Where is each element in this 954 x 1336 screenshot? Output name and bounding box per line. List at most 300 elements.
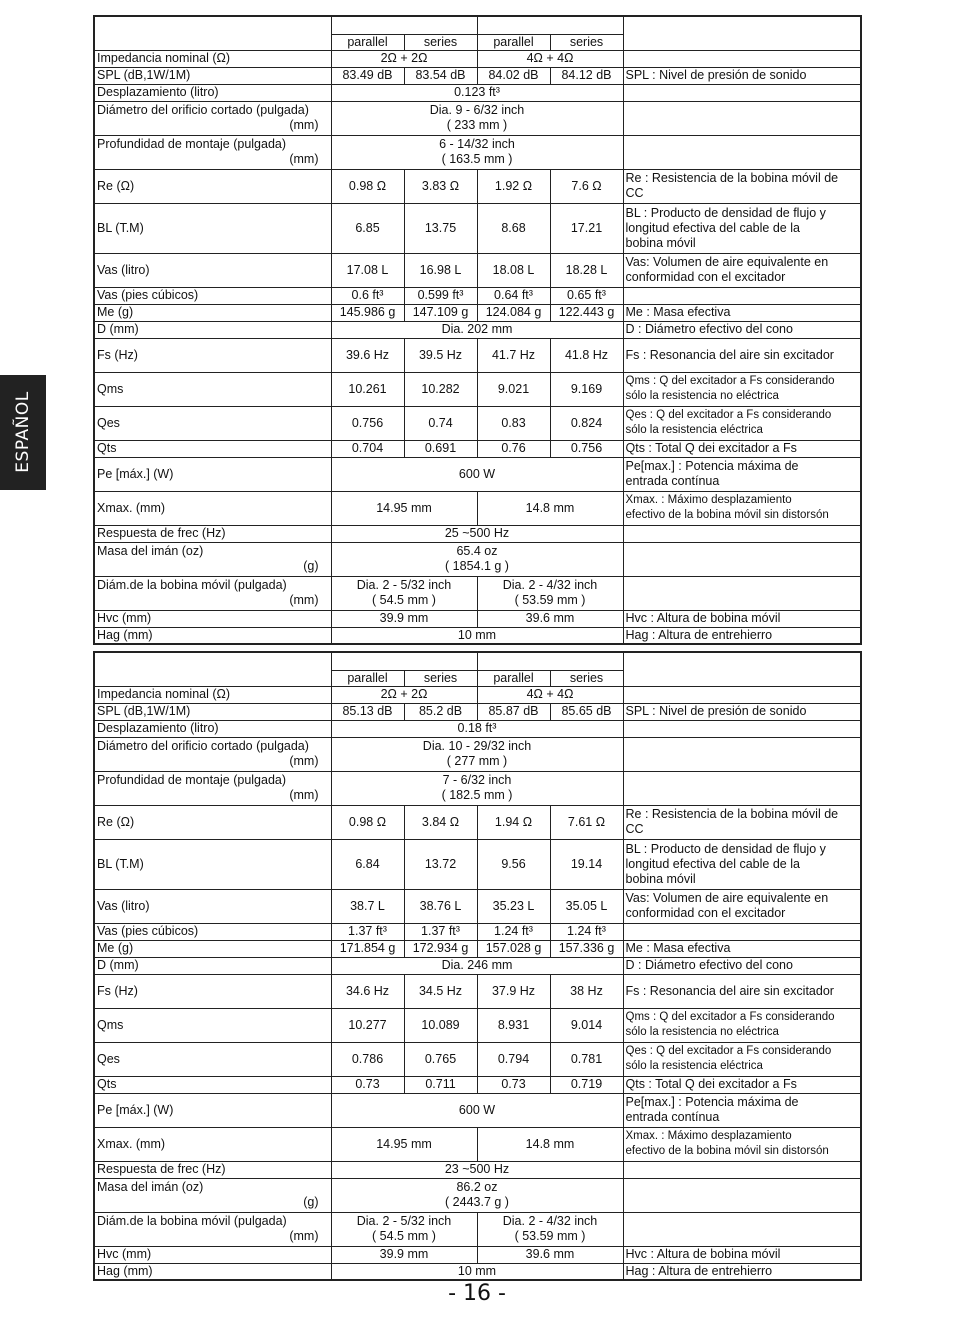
spec-value: 84.02 dB	[477, 67, 550, 84]
spec-value-line: 14.95 mm	[376, 500, 432, 515]
spec-label-line: (g)	[303, 559, 319, 573]
spec-value: 3.83 Ω	[404, 169, 477, 203]
spec-label-line: BL (T.M)	[97, 856, 144, 871]
spec-row	[94, 406, 861, 440]
spec-label-line: Qts	[97, 1077, 117, 1091]
header-mode-2: parallel	[477, 670, 550, 686]
spec-value-line: 6 - 14/32 inch	[439, 137, 515, 151]
spec-description-line: Qes : Q del excitador a Fs considerando	[625, 409, 832, 421]
spec-description-line: BL : Producto de densidad de flujo y	[625, 205, 826, 220]
spec-value: 0.786	[331, 1042, 404, 1076]
spec-value: 16.98 L	[404, 253, 477, 287]
spec-value: 0.73	[477, 1076, 550, 1093]
spec-value: 8.931	[477, 1008, 550, 1042]
spec-value: 1.24 ft³	[550, 923, 623, 940]
spec-description-line: longitud efectiva del cable de la	[625, 220, 800, 235]
spec-label-line: Qes	[97, 1051, 120, 1066]
spec-description	[623, 1212, 861, 1246]
spec-description-line: Pe[max.] : Potencia máxima de	[625, 1095, 799, 1109]
spec-description-line: Qms : Q del excitador a Fs considerando	[625, 375, 835, 387]
spec-label	[94, 805, 331, 839]
spec-value: 41.7 Hz	[477, 338, 550, 372]
spec-row	[94, 1178, 861, 1212]
spec-value	[331, 525, 623, 542]
spec-label	[94, 321, 331, 338]
spec-value	[331, 737, 623, 771]
spec-row	[94, 440, 861, 457]
spec-description	[623, 372, 861, 406]
spec-value-line: Dia. 202 mm	[441, 322, 513, 336]
spec-label	[94, 406, 331, 440]
spec-label-line: D (mm)	[97, 322, 139, 336]
spec-description-line: D : Diámetro efectivo del cono	[625, 958, 793, 972]
spec-value: 0.719	[550, 1076, 623, 1093]
spec-description	[623, 203, 861, 253]
spec-value	[331, 1246, 477, 1263]
spec-value: 39.5 Hz	[404, 338, 477, 372]
spec-description	[623, 1263, 861, 1280]
spec-value-line: 23 ~500 Hz	[444, 1162, 510, 1176]
header-mode-0: parallel	[331, 34, 404, 50]
spec-label	[94, 974, 331, 1008]
spec-value	[331, 771, 623, 805]
spec-table-1	[93, 15, 862, 645]
spec-value	[477, 576, 623, 610]
spec-label-line: Impedancia nominal (Ω)	[97, 687, 231, 701]
spec-value: 37.9 Hz	[477, 974, 550, 1008]
spec-value: 0.824	[550, 406, 623, 440]
spec-value	[331, 84, 623, 101]
spec-value	[331, 1263, 623, 1280]
spec-value: 34.6 Hz	[331, 974, 404, 1008]
spec-value	[331, 1093, 623, 1127]
spec-value: 7.61 Ω	[550, 805, 623, 839]
spec-description	[623, 720, 861, 737]
spec-value	[477, 491, 623, 525]
spec-label-line: Desplazamiento (litro)	[97, 85, 219, 99]
spec-label	[94, 610, 331, 627]
spec-row	[94, 67, 861, 84]
spec-label	[94, 338, 331, 372]
spec-description-line: Qes : Q del excitador a Fs considerando	[625, 1045, 832, 1057]
spec-value: 10.261	[331, 372, 404, 406]
spec-label	[94, 1161, 331, 1178]
spec-description	[623, 610, 861, 627]
spec-value: 0.73	[331, 1076, 404, 1093]
spec-value: 9.56	[477, 839, 550, 889]
spec-label-line: Profundidad de montaje (pulgada)	[97, 137, 287, 151]
spec-value: 35.23 L	[477, 889, 550, 923]
spec-description-line: Qts : Total Q dei excitador a Fs	[625, 1077, 797, 1091]
spec-value: 0.756	[331, 406, 404, 440]
spec-row	[94, 525, 861, 542]
spec-value: 85.65 dB	[550, 703, 623, 720]
spec-description	[623, 525, 861, 542]
spec-value-line: 39.9 mm	[379, 611, 429, 625]
spec-value-line: 14.8 mm	[525, 1136, 575, 1151]
spec-label-line: SPL (dB,1W/1M)	[97, 68, 191, 82]
spec-label	[94, 889, 331, 923]
spec-description-line: Qts : Total Q dei excitador a Fs	[625, 441, 797, 455]
spec-label-line: Pe [máx.] (W)	[97, 466, 174, 481]
spec-description	[623, 1127, 861, 1161]
spec-value-line: 4Ω + 4Ω	[526, 51, 574, 65]
spec-row	[94, 1127, 861, 1161]
spec-value-line: 65.4 oz	[456, 544, 498, 558]
spec-row	[94, 1008, 861, 1042]
spec-description	[623, 1178, 861, 1212]
spec-label	[94, 203, 331, 253]
spec-description-line: efectivo de la bobina móvil sin distorsón	[625, 509, 829, 521]
spec-row	[94, 839, 861, 889]
spec-value	[331, 542, 623, 576]
spec-row	[94, 610, 861, 627]
spec-value-line: 2Ω + 2Ω	[380, 687, 428, 701]
page-number: - 16 -	[448, 1281, 506, 1306]
spec-row	[94, 321, 861, 338]
spec-label	[94, 940, 331, 957]
spec-value: 6.84	[331, 839, 404, 889]
spec-description-line: entrada contínua	[625, 474, 720, 488]
spec-description	[623, 771, 861, 805]
spec-row	[94, 542, 861, 576]
spec-value-line: ( 54.5 mm )	[372, 593, 436, 607]
spec-description	[623, 253, 861, 287]
spec-label	[94, 1042, 331, 1076]
spec-description	[623, 940, 861, 957]
spec-value: 0.98 Ω	[331, 169, 404, 203]
spec-description	[623, 1093, 861, 1127]
spec-label-line: Hag (mm)	[97, 1263, 153, 1278]
spec-value: 6.85	[331, 203, 404, 253]
spec-value	[331, 1178, 623, 1212]
spec-label-line: Qms	[97, 1017, 124, 1032]
spec-description	[623, 50, 861, 67]
spec-label	[94, 957, 331, 974]
spec-value: 13.72	[404, 839, 477, 889]
spec-description-line: entrada contínua	[625, 1110, 720, 1124]
header-blank	[623, 652, 861, 686]
spec-value: 18.28 L	[550, 253, 623, 287]
spec-label-line: Respuesta de frec (Hz)	[97, 1162, 226, 1176]
spec-value-line: 39.9 mm	[379, 1247, 429, 1261]
spec-description	[623, 84, 861, 101]
spec-description	[623, 1246, 861, 1263]
spec-row	[94, 703, 861, 720]
spec-value: 83.54 dB	[404, 67, 477, 84]
spec-value-line: Dia. 10 - 29/32 inch	[422, 739, 532, 753]
header-model-a	[331, 16, 477, 34]
spec-label-line: Vas (litro)	[97, 898, 150, 913]
spec-value: 0.794	[477, 1042, 550, 1076]
spec-row	[94, 304, 861, 321]
spec-value-line: Dia. 9 - 6/32 inch	[429, 103, 525, 117]
spec-value	[331, 321, 623, 338]
spec-label-line: (mm)	[289, 754, 319, 768]
spec-description	[623, 703, 861, 720]
spec-value: 38.7 L	[331, 889, 404, 923]
spec-label-line: Profundidad de montaje (pulgada)	[97, 773, 287, 787]
spec-label-line: Respuesta de frec (Hz)	[97, 526, 226, 540]
spec-value: 9.021	[477, 372, 550, 406]
spec-label	[94, 1127, 331, 1161]
spec-description-line: conformidad con el excitador	[625, 906, 786, 920]
header-mode-2: parallel	[477, 34, 550, 50]
spec-description-line: bobina móvil	[625, 235, 696, 250]
spec-description	[623, 1008, 861, 1042]
spec-row	[94, 253, 861, 287]
spec-label-line: (mm)	[289, 118, 319, 132]
spec-label	[94, 525, 331, 542]
spec-value: 157.336 g	[550, 940, 623, 957]
spec-row	[94, 805, 861, 839]
spec-value: 38 Hz	[550, 974, 623, 1008]
spec-label-line: Impedancia nominal (Ω)	[97, 51, 231, 65]
spec-description-line: Re : Resistencia de la bobina móvil de	[625, 171, 839, 185]
spec-value	[477, 686, 623, 703]
spec-value-line: Dia. 2 - 5/32 inch	[356, 578, 452, 592]
spec-value: 1.37 ft³	[404, 923, 477, 940]
spec-description-line: Xmax. : Máximo desplazamiento	[625, 494, 792, 506]
spec-description	[623, 576, 861, 610]
spec-description-line: Hvc : Altura de bobina móvil	[625, 1247, 781, 1261]
spec-row	[94, 1042, 861, 1076]
spec-label-line: Pe [máx.] (W)	[97, 1102, 174, 1117]
spec-value: 83.49 dB	[331, 67, 404, 84]
spec-row	[94, 686, 861, 703]
spec-row	[94, 940, 861, 957]
spec-value	[331, 576, 477, 610]
spec-label-line: Diám.de la bobina móvil (pulgada)	[97, 1214, 287, 1228]
header-mode-1: series	[404, 670, 477, 686]
spec-label	[94, 1076, 331, 1093]
header-model-b	[477, 16, 623, 34]
spec-row	[94, 491, 861, 525]
spec-label-line: Xmax. (mm)	[97, 1136, 166, 1151]
spec-label-line: Masa del imán (oz)	[97, 544, 204, 558]
spec-label-line: SPL (dB,1W/1M)	[97, 704, 191, 718]
spec-row	[94, 1263, 861, 1280]
spec-value: 84.12 dB	[550, 67, 623, 84]
spec-value-line: Dia. 246 mm	[441, 958, 513, 972]
spec-value: 0.756	[550, 440, 623, 457]
spec-value: 85.87 dB	[477, 703, 550, 720]
spec-value: 122.443 g	[550, 304, 623, 321]
header-model-b	[477, 652, 623, 670]
spec-value	[331, 957, 623, 974]
spec-label-line: Qms	[97, 381, 124, 396]
spec-label-line: Qes	[97, 415, 120, 430]
spec-label	[94, 1212, 331, 1246]
spec-value	[331, 610, 477, 627]
spec-label-line: D (mm)	[97, 958, 139, 972]
spec-description	[623, 440, 861, 457]
spec-description-line: CC	[625, 822, 644, 836]
spec-label	[94, 923, 331, 940]
spec-value-line: 7 - 6/32 inch	[442, 773, 512, 787]
spec-value-line: ( 1854.1 g )	[445, 559, 509, 573]
header-mode-1: series	[404, 34, 477, 50]
spec-label-line: Hvc (mm)	[97, 611, 152, 625]
spec-value-line: 4Ω + 4Ω	[526, 687, 574, 701]
spec-value: 0.6 ft³	[331, 287, 404, 304]
spec-label	[94, 169, 331, 203]
spec-value-line: ( 182.5 mm )	[441, 788, 513, 802]
spec-description	[623, 889, 861, 923]
spec-label	[94, 67, 331, 84]
spec-description-line: sólo la resistencia no eléctrica	[625, 1026, 779, 1038]
spec-value-line: ( 53.59 mm )	[514, 1229, 586, 1243]
spec-value-line: ( 277 mm )	[446, 754, 508, 768]
spec-label	[94, 627, 331, 644]
spec-value-line: ( 53.59 mm )	[514, 593, 586, 607]
spec-description	[623, 957, 861, 974]
spec-description	[623, 491, 861, 525]
spec-value-line: 25 ~500 Hz	[444, 526, 510, 540]
header-model-a	[331, 652, 477, 670]
spec-label-line: Diám.de la bobina móvil (pulgada)	[97, 578, 287, 592]
spec-value: 9.014	[550, 1008, 623, 1042]
spec-value: 35.05 L	[550, 889, 623, 923]
spec-value	[331, 101, 623, 135]
spec-label	[94, 1178, 331, 1212]
spec-label-line: Re (Ω)	[97, 814, 135, 829]
spec-row	[94, 1246, 861, 1263]
spec-description-line: BL : Producto de densidad de flujo y	[625, 841, 826, 856]
spec-label-line: Qts	[97, 441, 117, 455]
spec-value	[331, 720, 623, 737]
spec-description-line: Xmax. : Máximo desplazamiento	[625, 1130, 792, 1142]
spec-label	[94, 1263, 331, 1280]
spec-description-line: bobina móvil	[625, 871, 696, 886]
spec-label	[94, 1093, 331, 1127]
spec-label-line: Vas (litro)	[97, 262, 150, 277]
spec-value	[331, 686, 477, 703]
spec-label	[94, 686, 331, 703]
spec-value: 0.781	[550, 1042, 623, 1076]
spec-label	[94, 1246, 331, 1263]
spec-value: 1.37 ft³	[331, 923, 404, 940]
header-blank	[623, 16, 861, 50]
spec-description-line: sólo la resistencia eléctrica	[625, 424, 763, 436]
spec-value	[331, 627, 623, 644]
spec-label-line: Fs (Hz)	[97, 983, 138, 998]
spec-value-line: 0.18 ft³	[457, 721, 497, 735]
spec-label	[94, 1008, 331, 1042]
spec-value: 10.089	[404, 1008, 477, 1042]
spec-row	[94, 84, 861, 101]
spec-label	[94, 101, 331, 135]
spec-value: 1.24 ft³	[477, 923, 550, 940]
spec-label-line: Hvc (mm)	[97, 1247, 152, 1261]
spec-label-line: Vas (pies cúbicos)	[97, 288, 199, 302]
spec-row	[94, 1161, 861, 1178]
spec-value: 171.854 g	[331, 940, 404, 957]
spec-value: 124.084 g	[477, 304, 550, 321]
spec-value: 38.76 L	[404, 889, 477, 923]
spec-label	[94, 84, 331, 101]
spec-description	[623, 627, 861, 644]
spec-value: 0.691	[404, 440, 477, 457]
spec-label-line: (mm)	[289, 788, 319, 802]
spec-description-line: Hag : Altura de entrehierro	[625, 627, 773, 642]
spec-label-line: Xmax. (mm)	[97, 500, 166, 515]
spec-description-line: Re : Resistencia de la bobina móvil de	[625, 807, 839, 821]
spec-description	[623, 101, 861, 135]
spec-description-line: Fs : Resonancia del aire sin excitador	[625, 983, 834, 998]
spec-label	[94, 440, 331, 457]
spec-value-line: ( 163.5 mm )	[441, 152, 513, 166]
spec-description-line: conformidad con el excitador	[625, 270, 786, 284]
spec-value-line: 86.2 oz	[456, 1180, 498, 1194]
spec-value	[331, 135, 623, 169]
spec-value: 0.98 Ω	[331, 805, 404, 839]
spec-label-line: Me (g)	[97, 305, 134, 319]
spec-label-line: Diámetro del orificio cortado (pulgada)	[97, 103, 309, 117]
spec-label-line: Me (g)	[97, 941, 134, 955]
spec-description-line: Hag : Altura de entrehierro	[625, 1263, 773, 1278]
spec-label-line: Fs (Hz)	[97, 347, 138, 362]
spec-value-line: 0.123 ft³	[454, 85, 500, 99]
spec-label-line: Diámetro del orificio cortado (pulgada)	[97, 739, 309, 753]
spec-description-line: sólo la resistencia eléctrica	[625, 1060, 763, 1072]
language-tab-label: ESPAÑOL	[13, 391, 33, 473]
spec-label	[94, 135, 331, 169]
spec-label	[94, 491, 331, 525]
spec-label	[94, 457, 331, 491]
spec-row	[94, 957, 861, 974]
spec-value-line: 2Ω + 2Ω	[380, 51, 428, 65]
spec-description-line: Pe[max.] : Potencia máxima de	[625, 459, 799, 473]
spec-description	[623, 923, 861, 940]
spec-label	[94, 50, 331, 67]
spec-description-line: Fs : Resonancia del aire sin excitador	[625, 347, 834, 362]
spec-value: 1.92 Ω	[477, 169, 550, 203]
spec-description	[623, 406, 861, 440]
spec-description-line: SPL : Nivel de presión de sonido	[625, 704, 807, 718]
spec-value: 85.13 dB	[331, 703, 404, 720]
spec-description-line: SPL : Nivel de presión de sonido	[625, 68, 807, 82]
spec-value: 18.08 L	[477, 253, 550, 287]
spec-value: 8.68	[477, 203, 550, 253]
spec-row	[94, 50, 861, 67]
spec-row	[94, 101, 861, 135]
spec-description	[623, 304, 861, 321]
spec-description	[623, 321, 861, 338]
spec-description-line: longitud efectiva del cable de la	[625, 856, 800, 871]
spec-description-line: efectivo de la bobina móvil sin distorsón	[625, 1145, 829, 1157]
spec-description	[623, 839, 861, 889]
spec-table-2	[93, 651, 862, 1281]
spec-label-line: Desplazamiento (litro)	[97, 721, 219, 735]
spec-description-line: Hvc : Altura de bobina móvil	[625, 611, 781, 625]
spec-value-line: Dia. 2 - 4/32 inch	[502, 578, 598, 592]
spec-row	[94, 889, 861, 923]
spec-value-line: ( 2443.7 g )	[445, 1195, 509, 1209]
spec-label	[94, 703, 331, 720]
spec-row	[94, 135, 861, 169]
spec-value	[331, 491, 477, 525]
spec-description-line: Vas: Volumen de aire equivalente en	[625, 891, 829, 905]
spec-value-line: 14.8 mm	[525, 500, 575, 515]
spec-value: 17.08 L	[331, 253, 404, 287]
spec-description-line: Me : Masa efectiva	[625, 941, 731, 955]
spec-value: 0.83	[477, 406, 550, 440]
spec-description	[623, 542, 861, 576]
spec-description	[623, 737, 861, 771]
spec-description-line: Vas: Volumen de aire equivalente en	[625, 255, 829, 269]
spec-value: 172.934 g	[404, 940, 477, 957]
